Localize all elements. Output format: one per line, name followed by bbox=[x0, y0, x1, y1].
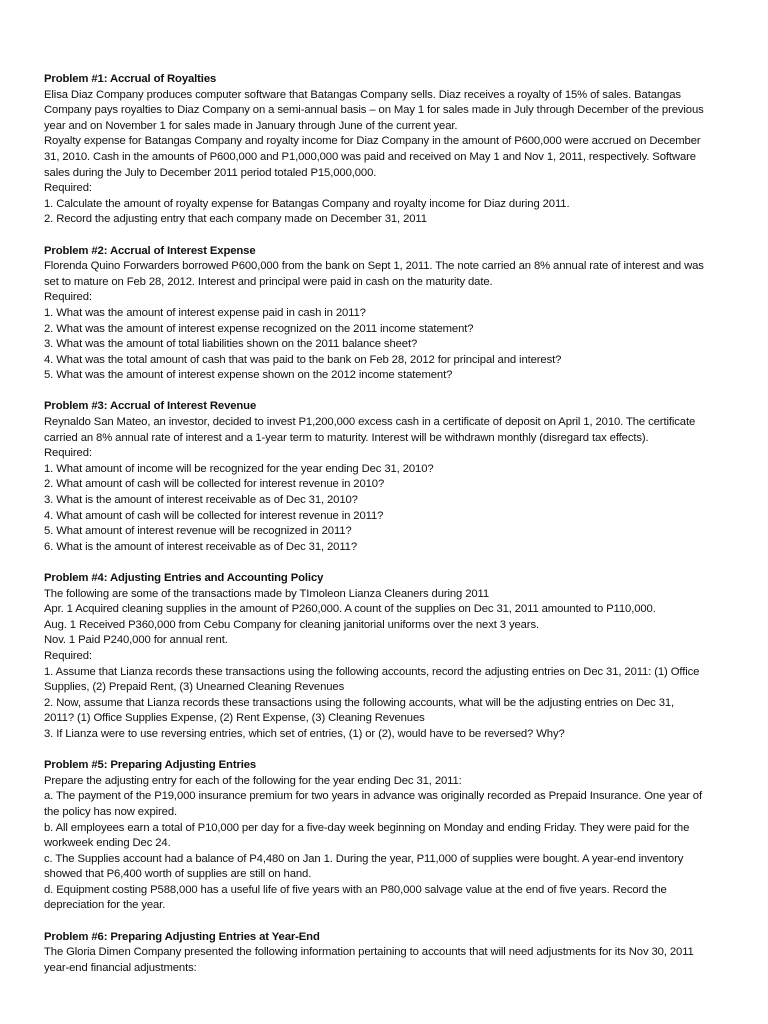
question-item: d. Equipment costing P588,000 has a useful life of five years with an P80,000 salvage value at the end of five years. Record the bbox=[44, 883, 667, 896]
problem-title: Problem #5: Preparing Adjusting Entries bbox=[44, 759, 257, 772]
text-line: Aug. 1 Received P360,000 from Cebu Company for cleaning janitorial uniforms over the next 3 years. bbox=[44, 618, 539, 631]
text-line: Apr. 1 Acquired cleaning supplies in the amount of P260,000. A count of the supplies on Dec 31, 2011 amounted to P110,000. bbox=[44, 603, 656, 616]
question-item: b. All employees earn a total of P10,000 per day for a five-day week beginning on Monday and ending Friday. They were paid for the bbox=[44, 821, 690, 834]
required-label: Required: bbox=[44, 291, 92, 304]
question-item: 6. What is the amount of interest receivable as of Dec 31, 2011? bbox=[44, 540, 357, 553]
text-line: carried an 8% annual rate of interest and a 1-year term to maturity. Interest will be withdrawn monthly (disregard tax effects). bbox=[44, 431, 649, 444]
problem-2 bbox=[44, 244, 744, 384]
question-item: 3. If Lianza were to use reversing entries, which set of entries, (1) or (2), would have to be reversed? Why? bbox=[44, 727, 565, 740]
question-item: 2. What amount of cash will be collected for interest revenue in 2010? bbox=[44, 478, 385, 491]
question-item: depreciation for the year. bbox=[44, 899, 166, 912]
question-item: a. The payment of the P19,000 insurance premium for two years in advance was originally recorded as Prepaid Insurance. One year of bbox=[44, 790, 702, 803]
document-page bbox=[44, 72, 744, 992]
question-item: 3. What is the amount of interest receivable as of Dec 31, 2010? bbox=[44, 494, 358, 507]
problem-title: Problem #4: Adjusting Entries and Accounting Policy bbox=[44, 572, 324, 584]
question-item: 2. Record the adjusting entry that each company made on December 31, 2011 bbox=[44, 213, 427, 226]
question-item: 4. What was the total amount of cash that was paid to the bank on Feb 28, 2012 for principal and interest? bbox=[44, 353, 562, 366]
problem-title: Problem #6: Preparing Adjusting Entries at Year-End bbox=[44, 930, 320, 943]
question-item: 1. Calculate the amount of royalty expense for Batangas Company and royalty income for Diaz during 2011. bbox=[44, 197, 570, 210]
text-line: set to mature on Feb 28, 2012. Interest and principal were paid in cash on the maturity date. bbox=[44, 275, 493, 288]
text-line: Nov. 1 Paid P240,000 for annual rent. bbox=[44, 634, 228, 647]
question-item: 2. Now, assume that Lianza records these transactions using the following accounts, what will be the adjusting entries on Dec 31, bbox=[44, 696, 675, 709]
text-line: Prepare the adjusting entry for each of the following for the year ending Dec 31, 2011: bbox=[44, 774, 462, 787]
required-label: Required: bbox=[44, 182, 92, 195]
text-line: Reynaldo San Mateo, an investor, decided to invest P1,200,000 excess cash in a certificate of deposit on April 1, 2010. The certificate bbox=[44, 416, 696, 429]
text-line: sales during the July to December 2011 period totaled P15,000,000. bbox=[44, 166, 377, 179]
question-item: 1. What was the amount of interest expense paid in cash in 2011? bbox=[44, 306, 366, 319]
question-item: 2. What was the amount of interest expense recognized on the 2011 income statement? bbox=[44, 322, 474, 335]
required-label: Required: bbox=[44, 447, 92, 460]
text-line: Elisa Diaz Company produces computer software that Batangas Company sells. Diaz receives a royalty of 15% of sales. Batangas bbox=[44, 88, 681, 101]
text-line: The following are some of the transactions made by TImoleon Lianza Cleaners during 2011 bbox=[44, 587, 490, 600]
question-item: 1. What amount of income will be recognized for the year ending Dec 31, 2010? bbox=[44, 462, 434, 475]
text-line: Royalty expense for Batangas Company and royalty income for Diaz Company in the amount of P600,000 were accrued on December bbox=[44, 135, 701, 148]
text-line: Company pays royalties to Diaz Company on a semi-annual basis – on May 1 for sales made in July through December of the previous bbox=[44, 104, 704, 117]
question-item: 3. What was the amount of total liabilities shown on the 2011 balance sheet? bbox=[44, 338, 418, 351]
question-item: Supplies, (2) Prepaid Rent, (3) Unearned Cleaning Revenues bbox=[44, 681, 345, 694]
problem-1 bbox=[44, 72, 744, 228]
problem-6 bbox=[44, 930, 744, 977]
question-item: showed that P6,400 worth of supplies are still on hand. bbox=[44, 868, 312, 881]
problem-4 bbox=[44, 571, 744, 743]
question-item: 1. Assume that Lianza records these transactions using the following accounts, record the adjusting entries on Dec 31, 2011: (1) Office bbox=[44, 665, 700, 678]
text-line: year and on November 1 for sales made in January through June of the current year. bbox=[44, 119, 458, 132]
problem-5 bbox=[44, 758, 744, 914]
question-item: the policy has now expired. bbox=[44, 805, 178, 818]
problem-title: Problem #3: Accrual of Interest Revenue bbox=[44, 400, 257, 413]
question-item: workweek ending Dec 24. bbox=[44, 837, 171, 850]
question-item: 5. What was the amount of interest expense shown on the 2012 income statement? bbox=[44, 369, 453, 382]
text-line: year-end financial adjustments: bbox=[44, 961, 197, 974]
question-item: c. The Supplies account had a balance of P4,480 on Jan 1. During the year, P11,000 of supplies were bought. A year-end inventory bbox=[44, 852, 684, 865]
text-line: Florenda Quino Forwarders borrowed P600,000 from the bank on Sept 1, 2011. The note carried an 8% annual rate of interest and was bbox=[44, 260, 704, 273]
text-line: 31, 2010. Cash in the amounts of P600,000 and P1,000,000 was paid and received on May 1 and Nov 1, 2011, respectively. Software bbox=[44, 150, 696, 163]
required-label: Required: bbox=[44, 649, 92, 662]
problem-title: Problem #1: Accrual of Royalties bbox=[44, 73, 217, 85]
question-item: 5. What amount of interest revenue will be recognized in 2011? bbox=[44, 525, 352, 538]
problem-3 bbox=[44, 399, 744, 555]
text-line: The Gloria Dimen Company presented the following information pertaining to accounts that will need adjustments for its Nov 30, 2011 bbox=[44, 946, 694, 959]
problem-title: Problem #2: Accrual of Interest Expense bbox=[44, 244, 256, 257]
question-item: 4. What amount of cash will be collected for interest revenue in 2011? bbox=[44, 509, 384, 522]
question-item: 2011? (1) Office Supplies Expense, (2) Rent Expense, (3) Cleaning Revenues bbox=[44, 712, 425, 725]
